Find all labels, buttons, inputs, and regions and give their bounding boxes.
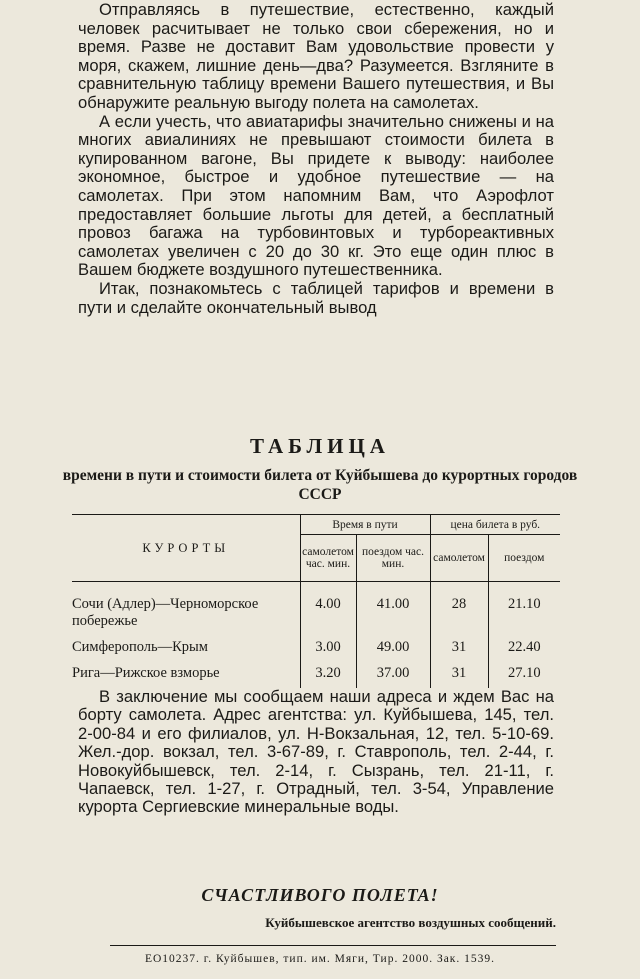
header-train-time: поездом час. мин. xyxy=(356,535,430,582)
intro-paragraph-2: А если учесть, что авиатарифы значительно снижены и на многих авиалиниях не превышают стоимости билета в купированном вагоне, Вы придете к выводу: наиболее экономное, быстрое и удобное путешествие — на самолетах. При этом напомним Вам, что Аэрофлот предоставляет большие льготы для детей, а бесплатный провоз багажа на турбовинтовых и турбореактивных самолетах увеличен с 20 до 30 кг. Это еще один плюс в Вашем бюджете воздушного путешественника. xyxy=(78,111,554,280)
intro-paragraph-3: Итак, познакомьтесь с таблицей тарифов и времени в пути и сделайте окончательный вывод xyxy=(78,278,554,317)
header-resorts: КУРОРТЫ xyxy=(72,515,300,582)
closing-paragraph: В заключение мы сообщаем наши адреса и ждем Вас на борту самолета. Адрес агентства: ул. Куйбышева, 145, тел. 2-00-84 и его филиалов, ул. Н-Вокзальная, 12, тел. 5-10-69. Жел.-дор. вокзал, тел. 3-67-89, г. Ставрополь, тел. 2-44, г. Новокуйбышевск, тел. 2-14, г. Сызрань, тел. 21-11, г. Чапаевск, тел. 1-27, г. Отрадный, тел. 3-54, Управление курорта Сергиевские минеральные воды. xyxy=(78,687,554,817)
intro-paragraph-1: Отправляясь в путешествие, естественно, каждый человек расчитывает не только свои сбережения, но и время. Разве не доставит Вам удовольствие провести у моря, скажем, лишние день—два? Разумеется. Взгляните в сравнительную таблицу времени Вашего путешествия, и Вы обнаружите реальную выгоду полета на самолетах. xyxy=(78,0,554,112)
plane-time: 3.00 xyxy=(300,630,356,656)
agency-signature: Куйбышевское агентство воздушных сообщений. xyxy=(265,915,556,930)
train-time: 49.00 xyxy=(356,630,430,656)
print-imprint: ЕО10237. г. Куйбышев, тип. им. Мяги, Тир. 2000. Зак. 1539. xyxy=(144,953,496,965)
closing-text xyxy=(78,688,554,817)
header-train-price: поездом xyxy=(488,535,560,582)
table-subtitle: времени в пути и стоимости билета от Куйбышева до курортных городов СССР xyxy=(62,467,578,503)
plane-price: 31 xyxy=(430,656,488,688)
header-price: цена билета в руб. xyxy=(430,515,560,535)
farewell-heading: СЧАСТЛИВОГО ПОЛЕТА! xyxy=(201,885,439,905)
header-plane-time: самолетом час. мин. xyxy=(300,535,356,582)
header-time: Время в пути xyxy=(300,515,430,535)
plane-price: 28 xyxy=(430,582,488,631)
train-price: 22.40 xyxy=(488,630,560,656)
imprint-divider xyxy=(110,945,556,946)
resort-name: Рига—Рижское взморье xyxy=(72,665,220,681)
table-row xyxy=(72,582,560,631)
train-price: 21.10 xyxy=(488,582,560,631)
table-row xyxy=(72,630,560,656)
table-title: ТАБЛИЦА xyxy=(250,434,390,458)
train-time: 37.00 xyxy=(356,656,430,688)
plane-time: 4.00 xyxy=(300,582,356,631)
table-row xyxy=(72,656,560,688)
train-price: 27.10 xyxy=(488,656,560,688)
train-time: 41.00 xyxy=(356,582,430,631)
resort-name: Сочи (Адлер)—Черноморское побережье xyxy=(72,596,259,629)
intro-text xyxy=(78,1,554,317)
plane-price: 31 xyxy=(430,630,488,656)
tariff-table xyxy=(72,514,560,688)
header-plane-price: самолетом xyxy=(430,535,488,582)
resort-name: Симферополь—Крым xyxy=(72,639,208,655)
plane-time: 3.20 xyxy=(300,656,356,688)
